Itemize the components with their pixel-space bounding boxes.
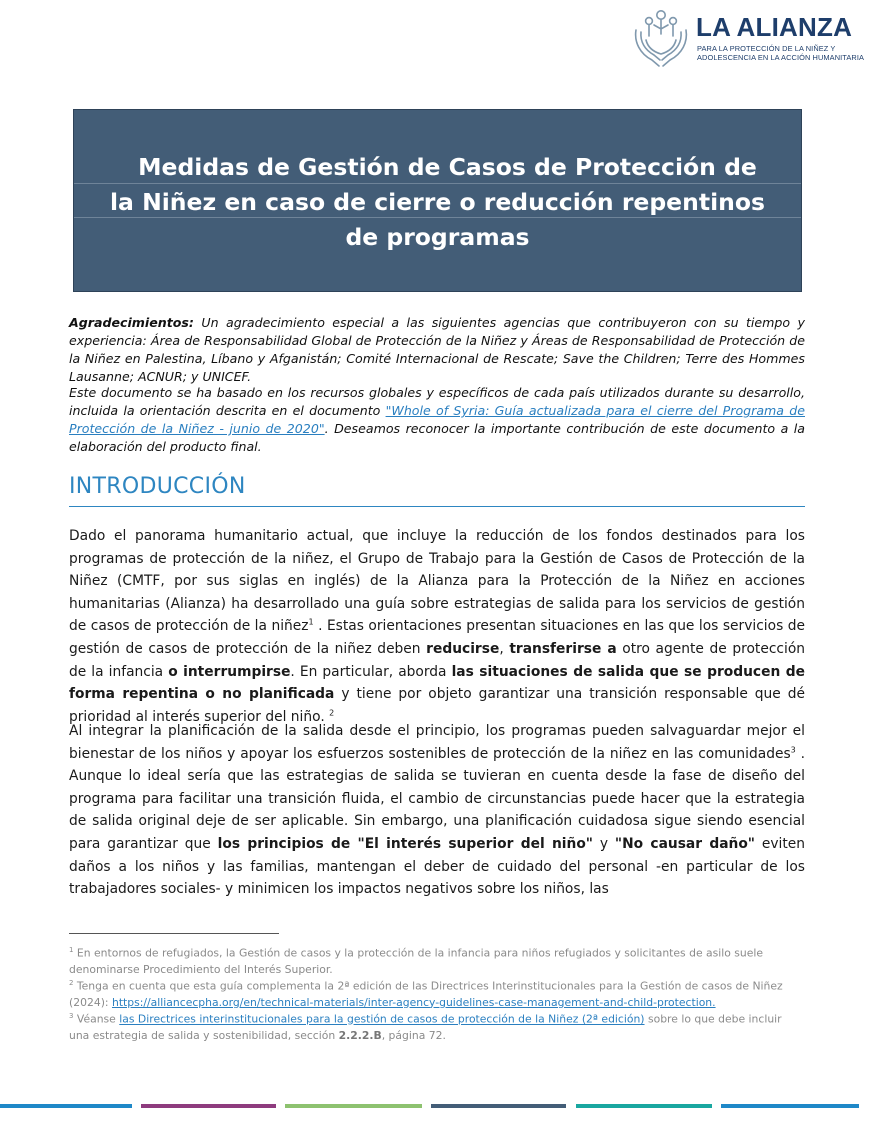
footer-bar	[141, 1104, 276, 1108]
footnote-text: Tenga en cuenta que esta guía complementa la 2ª edición de las Directrices Interinstitucionales para la Gestión de casos de Niñez (2024):	[69, 979, 783, 1009]
footnote-3	[69, 1008, 805, 1044]
basis-text-after: . Deseamos reconocer la importante contribución de este documento a la elaboración del producto final.	[69, 421, 806, 454]
document-title	[74, 150, 801, 255]
bold-text: las situaciones de salida que se producen de forma repentina o no planificada	[69, 663, 805, 703]
logo-subtitle-line2: ADOLESCENCIA EN LA ACCIÓN HUMANITARIA	[697, 53, 865, 62]
title-line-2: la Niñez en caso de cierre o reducción repentinos	[109, 188, 765, 216]
footnote-text: , página 72.	[381, 1028, 446, 1042]
bold-text: reducirse	[426, 640, 500, 657]
logo-name: LA ALIANZA	[696, 12, 853, 42]
bold-text: los principios de "El interés superior del niño"	[217, 835, 593, 852]
heading-rule	[69, 506, 805, 507]
text: Dado el panorama humanitario actual, que incluye la reducción de los fondos destinados para los programas de protección de la niñez, el Grupo de Trabajo para la Gestión de Casos de Protección de la Niñez (CMTF, por sus siglas en inglés) de la Alianza para la Protección de la Niñez en acciones humanitarias (Alianza) ha desarrollado una guía sobre estrategias de salida para los servicios de gestión de casos de protección de la niñez	[69, 528, 805, 635]
text: . Aunque lo ideal sería que las estrategias de salida se tuvieran en cuenta desde la fase de diseño del programa para facilitar una transición fluida, el cambio de circunstancias puede hacer que la estrategia de salida original deje de ser aplicable. Sin embargo, una planificación cuidadosa sigue siendo esencial para garantizar que	[69, 745, 805, 852]
text: eviten daños a los niños y las familias, mantengan el deber de cuidado del personal -en particular de los trabajadores sociales- y minimicen los impactos negativos sobre los niños, las	[69, 835, 805, 898]
footnote-text: sobre lo que debe incluir una estrategia de salida y sostenibilidad, sección	[69, 1012, 782, 1042]
footer-bar	[576, 1104, 712, 1108]
ack-label: Agradecimientos:	[69, 315, 194, 330]
text: . Estas orientaciones presentan situaciones en las que los servicios de gestión de casos de protección de la niñez deben	[69, 618, 805, 657]
whole-of-syria-link[interactable]: "Whole of Syria: Guía actualizada para el cierre del Programa de Protección de la Niñez - junio de 2020"	[69, 403, 805, 436]
footnote-ref[interactable]: 1	[308, 617, 314, 627]
footnote-number: 2	[69, 979, 74, 987]
footnote-text: Véanse	[73, 1012, 120, 1026]
footer-bar	[285, 1104, 422, 1108]
bold-text: o interrumpirse	[168, 663, 291, 680]
text: Al integrar la planificación de la salida desde el principio, los programas pueden salvaguardar mejor el bienestar de los niños y apoyar los esfuerzos sostenibles de protección de la niñez en las comunidades	[69, 723, 805, 762]
basis-text: Este documento se ha basado en los recursos globales y específicos de cada país utilizados durante su desarrollo, incluida la orientación descrita en el documento	[69, 385, 805, 418]
ack-text: Un agradecimiento especial a las siguientes agencias que contribuyeron con su tiempo y experiencia: Área de Responsabilidad Global de Protección de la Niñez y Áreas de Responsabilidad de Protección de la Niñez en Palestina, Líbano y Afganistán; Comité Internacional de Rescate; Save the Children; Terre des Hommes Lausanne; ACNUR; y UNICEF.	[69, 315, 805, 384]
acknowledgements	[69, 314, 805, 386]
bold-text: "No causar daño"	[614, 835, 755, 852]
footnote-1	[69, 942, 805, 978]
intro-paragraph-2	[69, 720, 805, 901]
guidelines-url-link[interactable]: https://alliancecpha.org/en/technical-materials/inter-agency-guidelines-case-management-and-child-protection.	[111, 995, 716, 1009]
text: ,	[499, 640, 510, 657]
footnote-number: 1	[69, 946, 74, 954]
footer-bar	[721, 1104, 859, 1108]
intro-paragraph-1	[69, 525, 805, 728]
basis-note	[69, 384, 805, 456]
text: y tiene por objeto garantizar una transición responsable que dé prioridad al interés superior del niño.	[69, 686, 805, 725]
title-line-1: Medidas de Gestión de Casos de Protección de	[138, 153, 757, 181]
footer-bar	[0, 1104, 132, 1108]
bold-text: transferirse a	[509, 640, 617, 657]
footer-bar	[431, 1104, 566, 1108]
footnote-rule	[69, 933, 279, 934]
section-number: 2.2.2.B	[338, 1028, 382, 1042]
footnote-ref[interactable]: 3	[790, 745, 796, 754]
footnote-ref[interactable]: 2	[329, 708, 335, 718]
footnote-2	[69, 975, 805, 1011]
title-box	[73, 109, 802, 292]
guidelines-link[interactable]: las Directrices interinstitucionales para la gestión de casos de protección de la Niñez (2ª edición)	[119, 1012, 645, 1026]
footnote-text: En entornos de refugiados, la Gestión de casos y la protección de la infancia para niños refugiados y solicitantes de asilo suele denominarse Procedimiento del Interés Superior.	[69, 946, 764, 976]
hands-people-icon	[630, 8, 692, 70]
text: . En particular, aborda	[290, 663, 452, 680]
text: y	[593, 835, 615, 852]
text: otro agente de protección de la infancia	[69, 640, 806, 680]
footnote-number: 3	[69, 1012, 74, 1020]
title-line-3: de programas	[345, 223, 530, 251]
section-heading: INTRODUCCIÓN	[69, 474, 246, 499]
alliance-logo	[630, 6, 865, 72]
logo-subtitle-line1: PARA LA PROTECCIÓN DE LA NIÑEZ Y	[697, 44, 836, 53]
